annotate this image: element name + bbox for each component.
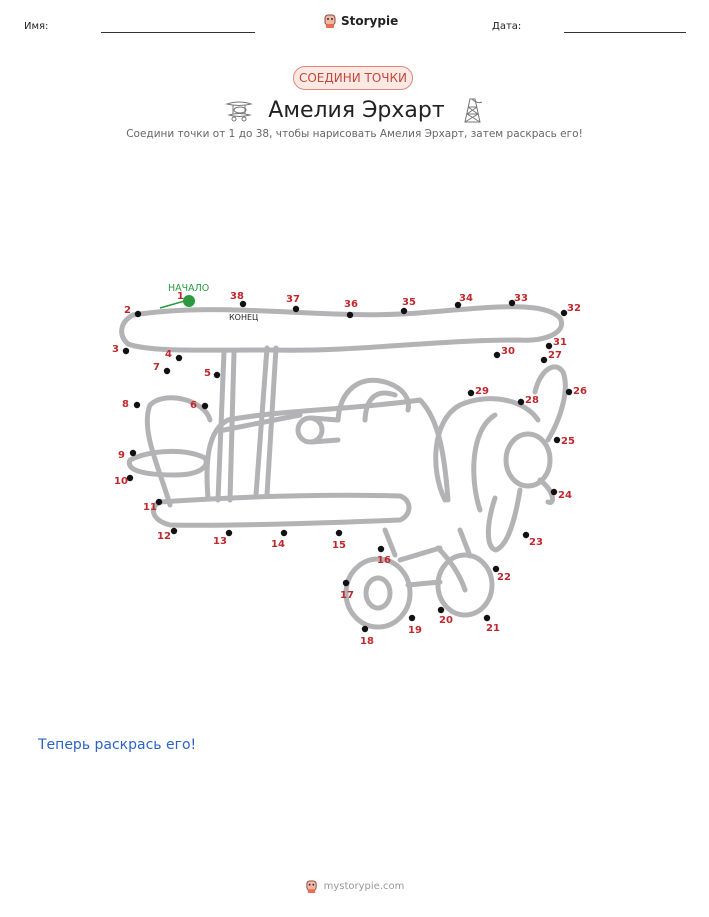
dot-number-30: 30 [501, 346, 515, 357]
dot-31 [546, 343, 552, 349]
dot-3 [123, 348, 129, 354]
dot-number-28: 28 [525, 395, 539, 406]
dot-30 [494, 352, 500, 358]
dot-number-18: 18 [360, 636, 374, 647]
date-label: Дата: [492, 21, 522, 32]
dot-28 [518, 399, 524, 405]
dot-9 [130, 450, 136, 456]
dot-number-20: 20 [439, 615, 453, 626]
dot-number-34: 34 [459, 293, 473, 304]
dot-number-29: 29 [475, 386, 489, 397]
dot-number-6: 6 [190, 400, 197, 411]
start-dot [183, 295, 195, 307]
dot-14 [281, 530, 287, 536]
name-label: Имя: [24, 21, 49, 32]
dot-number-36: 36 [344, 299, 358, 310]
dot-number-21: 21 [486, 623, 500, 634]
dot-number-33: 33 [514, 293, 528, 304]
dot-15 [336, 530, 342, 536]
dot-5 [214, 372, 220, 378]
dot-number-14: 14 [271, 539, 285, 550]
dot-4 [176, 355, 182, 361]
storypie-mascot-icon [305, 879, 318, 894]
footer-url: mystorypie.com [323, 881, 405, 892]
dot-number-12: 12 [157, 531, 171, 542]
dot-number-11: 11 [143, 502, 157, 513]
dot-20 [438, 607, 444, 613]
dot-number-32: 32 [567, 303, 581, 314]
dot-12 [171, 528, 177, 534]
dot-29 [468, 390, 474, 396]
dot-7 [164, 368, 170, 374]
dot-number-27: 27 [548, 350, 562, 361]
page-title: Амелия Эрхарт [268, 97, 445, 123]
dot-number-35: 35 [402, 297, 416, 308]
dot-16 [378, 546, 384, 552]
dot-number-8: 8 [122, 399, 129, 410]
dot-number-25: 25 [561, 436, 575, 447]
dot-number-31: 31 [553, 337, 567, 348]
dot-26 [566, 389, 572, 395]
dot-35 [401, 308, 407, 314]
coloring-prompt: Теперь раскрась его! [38, 737, 197, 753]
activity-badge: СОЕДИНИ ТОЧКИ [293, 66, 413, 90]
dot-27 [541, 357, 547, 363]
dot-19 [409, 615, 415, 621]
dot-number-3: 3 [112, 344, 119, 355]
instructions: Соедини точки от 1 до 38, чтобы нарисовать Амелия Эрхарт, затем раскрась его! [126, 128, 583, 140]
dot-number-13: 13 [213, 536, 227, 547]
dot-number-16: 16 [377, 555, 391, 566]
dot-36 [347, 312, 353, 318]
brand-name: Storypie [341, 14, 399, 28]
start-label: НАЧАЛО [168, 283, 210, 294]
dot-2 [135, 311, 141, 317]
dot-number-7: 7 [153, 362, 160, 373]
dot-number-38: 38 [230, 291, 244, 302]
dot-number-15: 15 [332, 540, 346, 551]
dot-number-23: 23 [529, 537, 543, 548]
footer [0, 879, 709, 894]
dot-25 [554, 437, 560, 443]
dot-number-10: 10 [114, 476, 128, 487]
dot-number-4: 4 [165, 349, 172, 360]
dot-number-22: 22 [497, 572, 511, 583]
dot-number-9: 9 [118, 450, 125, 461]
dot-21 [484, 615, 490, 621]
dot-number-5: 5 [204, 368, 211, 379]
dot-8 [134, 402, 140, 408]
dot-17 [343, 580, 349, 586]
numbered-dots [112, 291, 587, 647]
dot-number-1: 1 [177, 291, 184, 302]
dot-18 [362, 626, 368, 632]
end-label: КОНЕЦ [229, 313, 259, 322]
dot-37 [293, 306, 299, 312]
dot-number-37: 37 [286, 294, 300, 305]
dot-number-19: 19 [408, 625, 422, 636]
dot-24 [551, 489, 557, 495]
dot-number-2: 2 [124, 305, 131, 316]
dot-6 [202, 403, 208, 409]
dot-number-17: 17 [340, 590, 354, 601]
dot-number-26: 26 [573, 386, 587, 397]
dot-number-24: 24 [558, 490, 572, 501]
